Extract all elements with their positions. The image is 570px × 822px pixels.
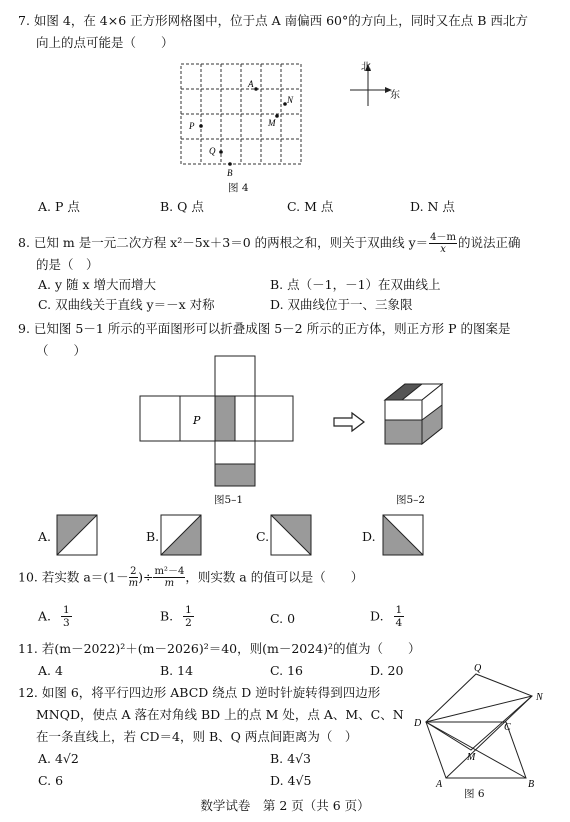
q7-point-M: M: [268, 118, 276, 128]
q12-point-Q: Q: [474, 663, 482, 674]
q12-point-N: N: [536, 692, 543, 703]
q12-option-d: D. 4√5: [270, 773, 312, 788]
q12-caption: 图 6: [464, 788, 485, 800]
q7-point-B: B: [227, 168, 233, 178]
q7-line2: 向上的点可能是（ ）: [36, 35, 174, 50]
q9-line1: 9. 已知图 5－1 所示的平面图形可以折叠成图 5－2 所示的正方体，则正方形 P 的图案是: [18, 321, 511, 336]
q11-option-b: B. 14: [160, 663, 194, 678]
q8-frac-den: x: [440, 244, 446, 255]
q7-line1: 7. 如图 4，在 4×6 正方形网格图中，位于点 A 南偏西 60°的方向上，同时又在点 B 西北方: [18, 13, 528, 28]
q12-line1: 12. 如图 6，将平行四边形 ABCD 绕点 D 逆时针旋转得到四边形: [18, 685, 381, 700]
q9-caption-2: 图5–2: [396, 494, 426, 506]
q9-option-d-figure: [382, 514, 424, 556]
q7-point-P: P: [189, 121, 195, 131]
compass-icon: [348, 60, 403, 110]
q7-option-d: D. N 点: [410, 199, 455, 214]
q8-line1: 8. 已知 m 是一元二次方程 x²－5x＋3＝0 的两根之和，则关于双曲线 y＝ $\frac{4-m}{x}$ 的说法正确: [18, 232, 521, 255]
q8-option-a: A. y 随 x 增大而增大: [38, 277, 157, 292]
q7-point-N: N: [287, 95, 294, 105]
q12-line2: MNQD，使点 A 落在对角线 BD 上的点 M 处，点 A、M、C、N: [36, 707, 404, 722]
q11-option-d: D. 20: [370, 663, 404, 678]
q12-option-b: B. 4√3: [270, 751, 312, 766]
q9-option-c-label: C.: [256, 529, 270, 544]
q9-line2: （ ）: [36, 343, 87, 358]
q9-cube-figure: [380, 378, 450, 450]
page-footer: 数学试卷 第 2 页（共 6 页）: [200, 798, 370, 813]
q10-option-d: D. $\frac{1}{4}$: [370, 604, 403, 629]
q8-option-c: C. 双曲线关于直线 y＝－x 对称: [38, 297, 215, 312]
q7-grid-figure: [175, 58, 305, 180]
q9-option-b-label: B.: [146, 529, 160, 544]
q9-net-figure: [135, 352, 335, 492]
q8-frac-num: 4－m: [430, 232, 457, 243]
compass-north: 北: [361, 62, 371, 73]
q12-point-D: D: [414, 718, 422, 729]
q9-option-c-figure: [270, 514, 312, 556]
q12-line3: 在一条直线上，若 CD＝4，则 B、Q 两点间距离为（ ）: [36, 729, 358, 744]
q8-line2: 的是（ ）: [36, 257, 99, 272]
q11-option-c: C. 16: [270, 663, 303, 678]
q10-option-c: C. 0: [270, 611, 296, 626]
q12-option-c: C. 6: [38, 773, 64, 788]
q7-point-Q: Q: [209, 146, 216, 156]
q9-option-b-figure: [160, 514, 202, 556]
q12-option-a: A. 4√2: [38, 751, 79, 766]
q7-option-b: B. Q 点: [160, 199, 204, 214]
q9-net-label-p: P: [193, 414, 201, 427]
q12-parallelogram-figure: [412, 660, 562, 790]
q8-option-b: B. 点（－1，－1）在双曲线上: [270, 277, 441, 292]
q10-option-b: B. $\frac{1}{2}$: [160, 604, 192, 629]
q9-option-a-figure: [56, 514, 98, 556]
q9-option-d-label: D.: [362, 529, 376, 544]
q12-point-C: C: [504, 722, 511, 733]
compass-east: 东: [390, 90, 400, 101]
q9-option-a-label: A.: [38, 529, 52, 544]
q11-option-a: A. 4: [38, 663, 63, 678]
q10-option-a: A. $\frac{1}{3}$: [38, 604, 70, 629]
q7-caption: 图 4: [228, 182, 249, 194]
q7-option-c: C. M 点: [287, 199, 334, 214]
q10-stem: 10. 若实数 a＝(1－ $\frac{2}{m}$ )÷ $\frac{\text{m²－4}}{m}$ ，则实数 a 的值可以是（ ）: [18, 566, 364, 589]
q12-point-M: M: [467, 752, 476, 763]
q12-point-A: A: [436, 779, 443, 790]
q7-point-A: A: [248, 79, 254, 89]
q12-point-B: B: [528, 779, 535, 790]
arrow-right-icon: [332, 410, 366, 434]
q11-stem: 11. 若(m－2022)²＋(m－2026)²＝40，则(m－2024)²的值为（ ）: [18, 641, 421, 656]
q7-option-a: A. P 点: [38, 199, 80, 214]
q8-option-d: D. 双曲线位于一、三象限: [270, 297, 413, 312]
q9-caption-1: 图5–1: [214, 494, 244, 506]
